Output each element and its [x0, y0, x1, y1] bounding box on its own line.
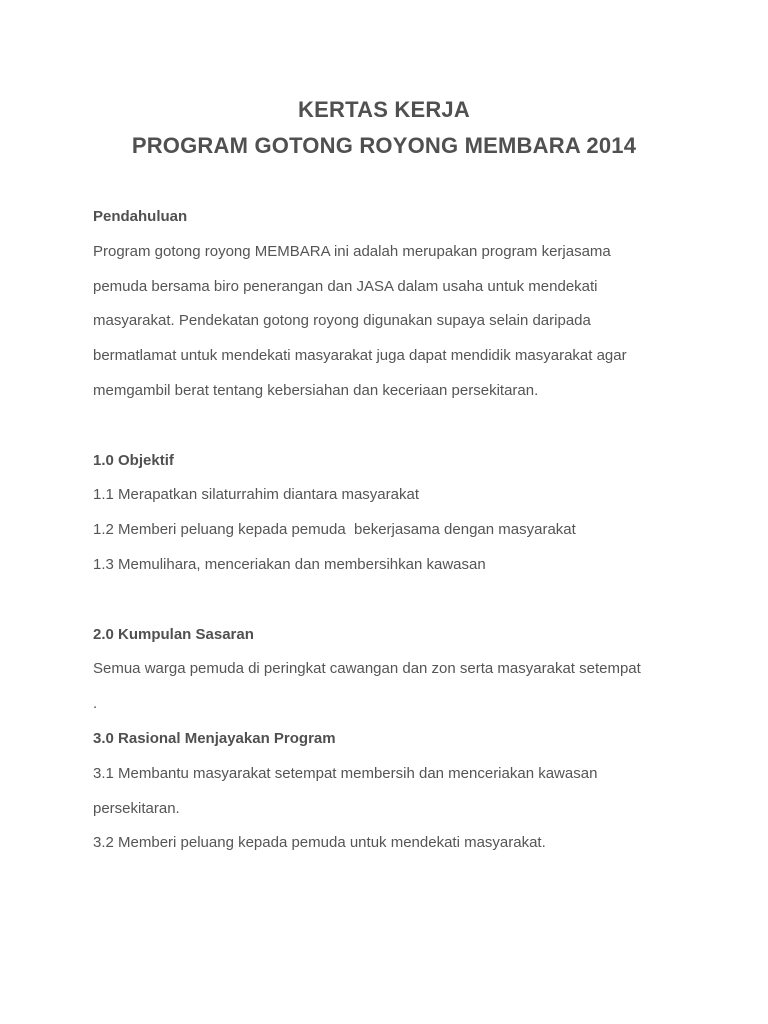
- document-body: [93, 200, 693, 861]
- list-item: 1.1 Merapatkan silaturrahim diantara masyarakat: [93, 486, 419, 504]
- spacer: [93, 583, 693, 618]
- list-item: 3.2 Memberi peluang kepada pemuda untuk mendekati masyarakat.: [93, 834, 546, 852]
- list-item: 1.2 Memberi peluang kepada pemuda bekerjasama dengan masyarakat: [93, 521, 576, 539]
- paragraph-line: Semua warga pemuda di peringkat cawangan dan zon serta masyarakat setempat: [93, 660, 641, 678]
- list-item: 3.1 Membantu masyarakat setempat membersih dan menceriakan kawasan: [93, 764, 598, 782]
- paragraph-line: Program gotong royong MEMBARA ini adalah merupakan program kerjasama: [93, 242, 611, 260]
- paragraph-line: bermatlamat untuk mendekati masyarakat juga dapat mendidik masyarakat agar: [93, 347, 627, 365]
- paragraph-line: pemuda bersama biro penerangan dan JASA dalam usaha untuk mendekati: [93, 277, 598, 295]
- document-title: [0, 92, 768, 164]
- spacer: [93, 409, 693, 444]
- paragraph-line: persekitaran.: [93, 799, 180, 817]
- list-item: 1.3 Memulihara, menceriakan dan membersihkan kawasan: [93, 555, 486, 573]
- section-heading-rasional: 3.0 Rasional Menjayakan Program: [93, 729, 336, 747]
- paragraph-line: masyarakat. Pendekatan gotong royong digunakan supaya selain daripada: [93, 312, 591, 330]
- title-line-2: PROGRAM GOTONG ROYONG MEMBARA 2014: [131, 133, 637, 158]
- title-line-1: KERTAS KERJA: [298, 97, 470, 122]
- section-heading-sasaran: 2.0 Kumpulan Sasaran: [93, 625, 254, 643]
- paragraph-line: .: [93, 695, 98, 713]
- section-heading-objektif: 1.0 Objektif: [93, 451, 174, 469]
- paragraph-line: memgambil berat tentang kebersiahan dan keceriaan persekitaran.: [93, 381, 539, 399]
- section-heading-pendahuluan: Pendahuluan: [93, 208, 188, 225]
